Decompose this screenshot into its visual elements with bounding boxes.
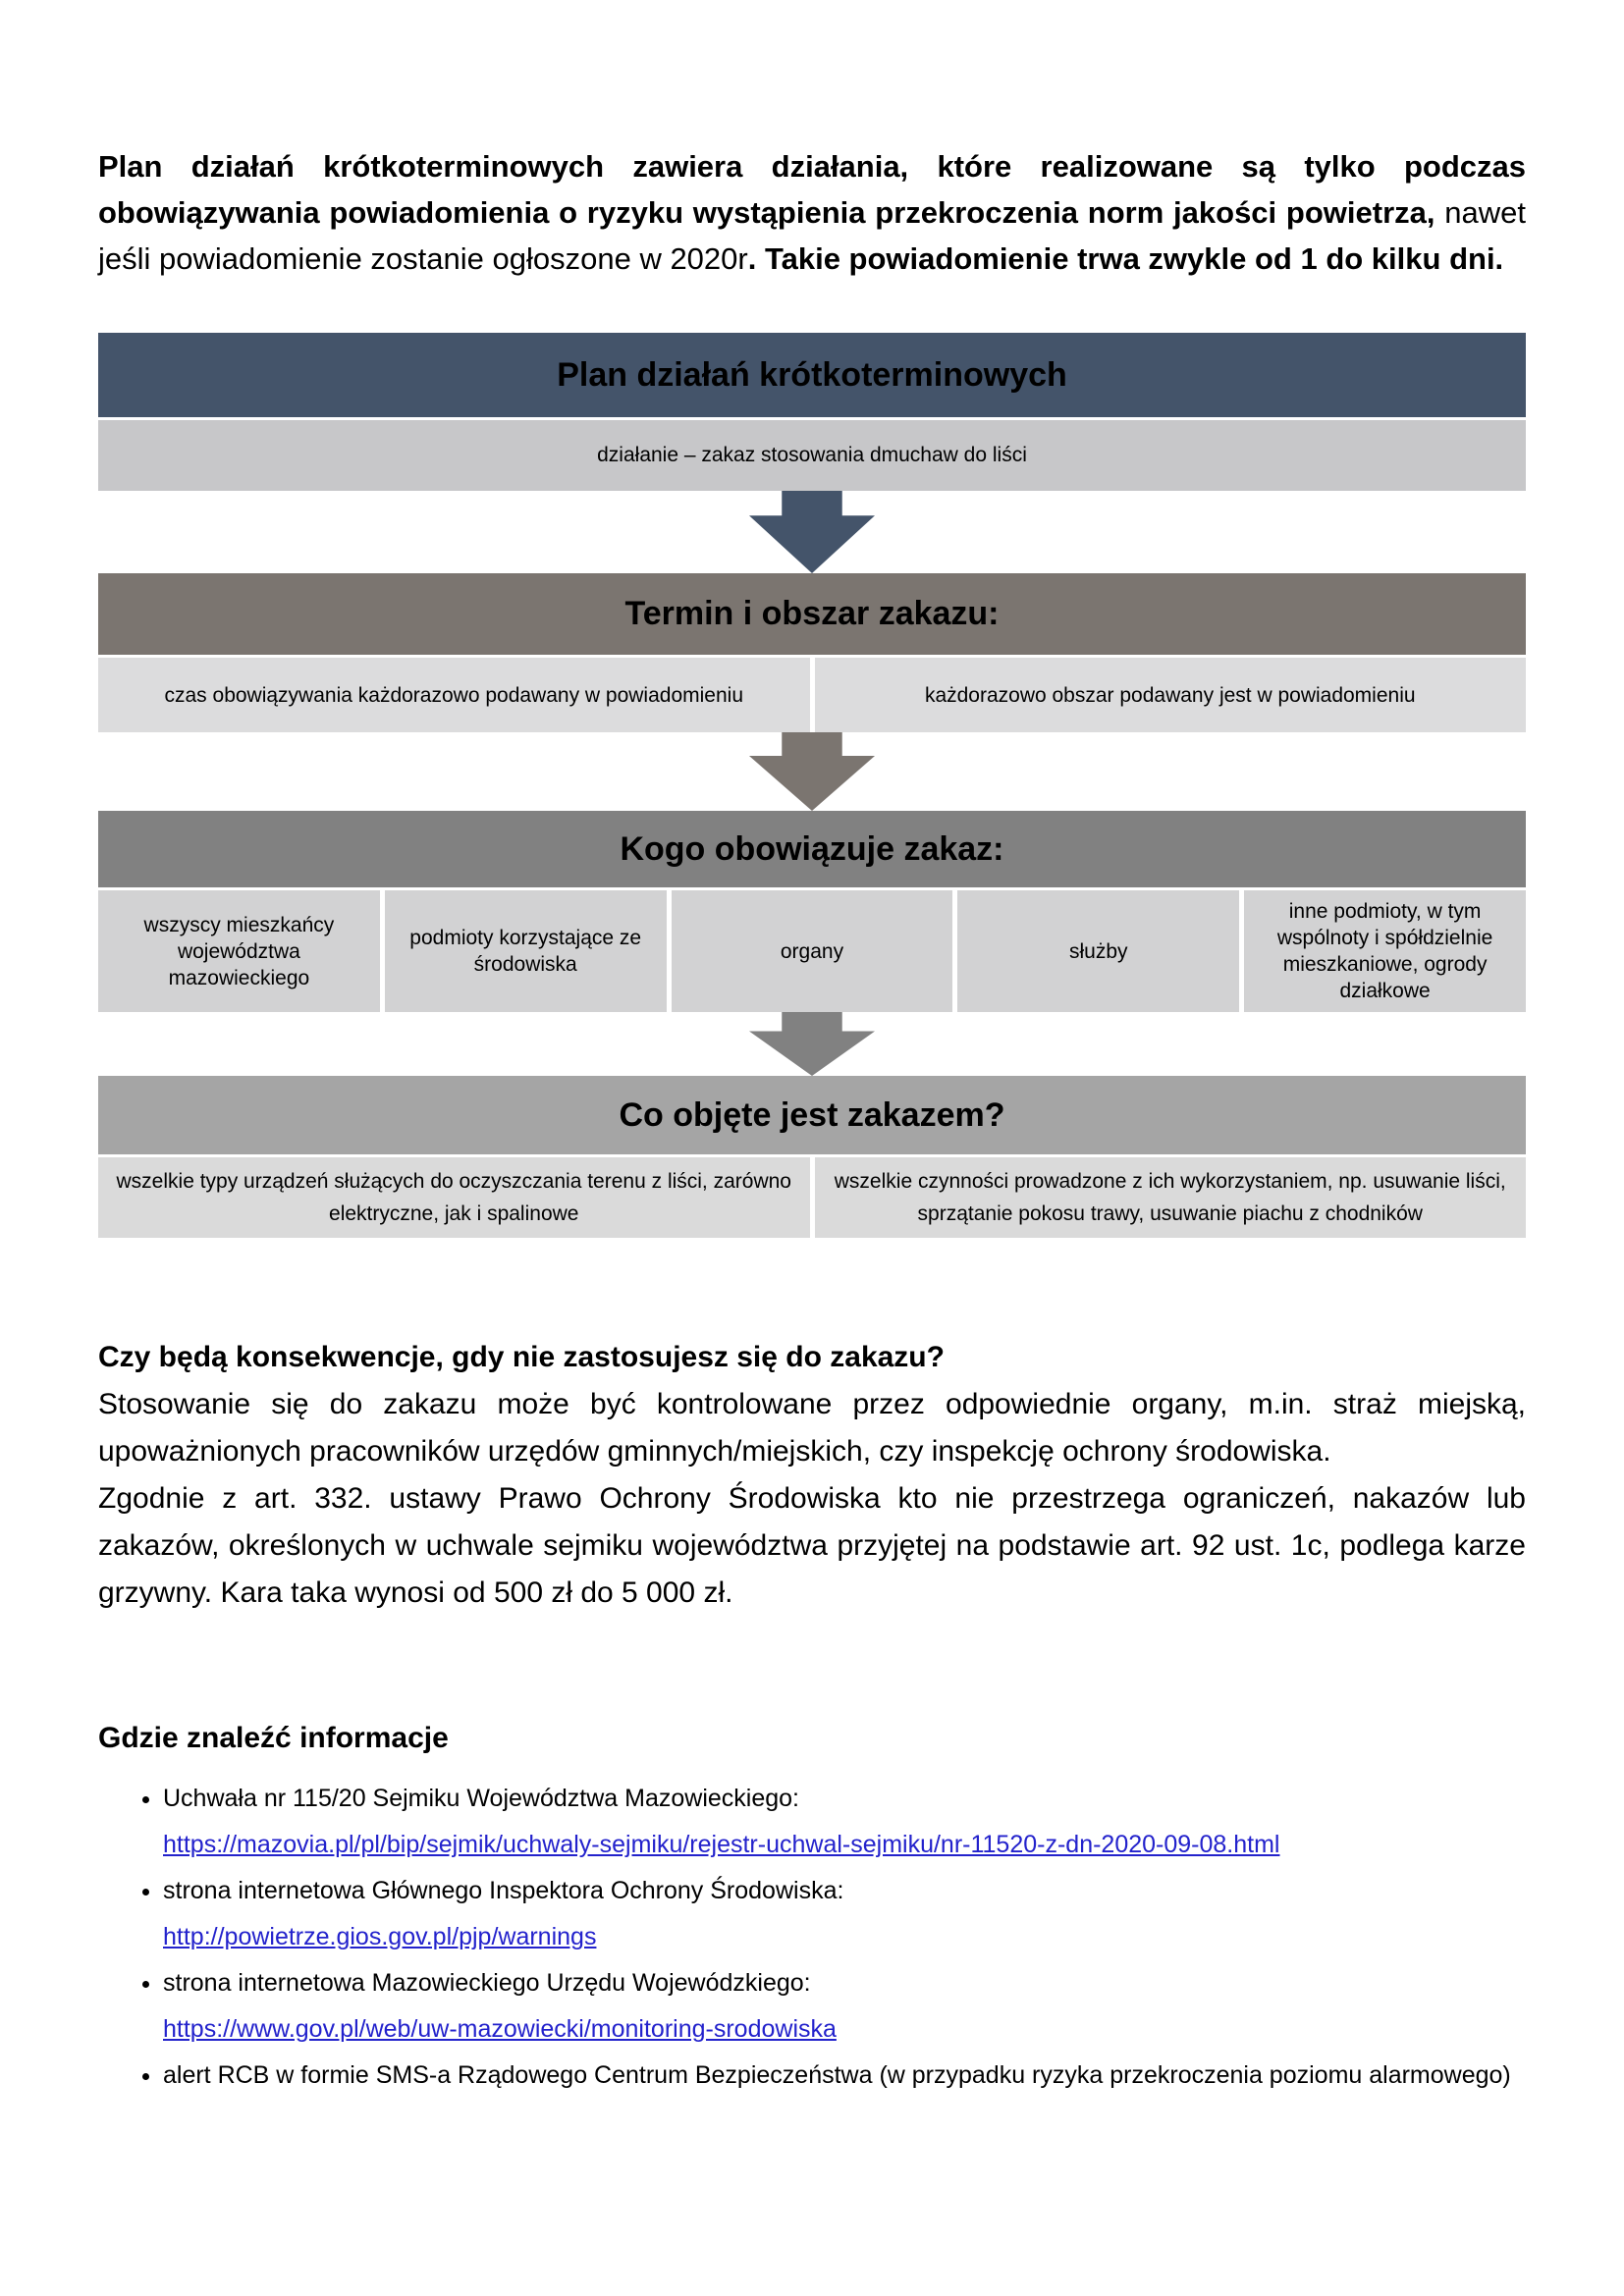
down-arrow-icon <box>749 1012 875 1076</box>
info-list <box>98 1776 1526 2099</box>
diagram-title-bar: Plan działań krótkoterminowych <box>98 333 1526 417</box>
diagram-cells-co <box>98 1157 1526 1238</box>
diagram-section-title-co: Co objęte jest zakazem? <box>98 1076 1526 1154</box>
down-arrow-icon <box>749 732 875 811</box>
consequences-paragraph-1: Stosowanie się do zakazu może być kontrolowane przez odpowiednie organy, m.in. straż miejską, upoważnionych pracowników urzędów gminnych/miejskich, czy inspekcję ochrony środowiska. <box>98 1388 1526 1468</box>
consequences-heading: Czy będą konsekwencje, gdy nie zastosujesz się do zakazu? <box>98 1341 945 1373</box>
info-item-link[interactable]: https://www.gov.pl/web/uw-mazowiecki/monitoring-srodowiska <box>163 2015 837 2043</box>
diagram-action-bar: działanie – zakaz stosowania dmuchaw do liści <box>98 420 1526 491</box>
info-item-text: strona internetowa Głównego Inspektora Ochrony Środowiska: <box>163 1877 844 1904</box>
diagram-cells-kogo <box>98 890 1526 1012</box>
intro-regular-mid: nawet jeśli powiadomienie zostanie ogłoszone w 2020r <box>98 195 1526 276</box>
diagram-cells-termin <box>98 658 1526 732</box>
diagram-cell: służby <box>957 890 1239 1012</box>
info-item-text: alert RCB w formie SMS-a Rządowego Centrum Bezpieczeństwa (w przypadku ryzyka przekroczenia poziomu alarmowego) <box>163 2061 1511 2089</box>
down-arrow-icon <box>749 491 875 573</box>
arrow-zone <box>98 732 1526 811</box>
info-item-text: strona internetowa Mazowieckiego Urzędu Wojewódzkiego: <box>163 1969 811 1997</box>
diagram-cell: wszelkie typy urządzeń służących do oczyszczania terenu z liści, zarówno elektryczne, jak i spalinowe <box>98 1157 810 1238</box>
list-item <box>163 1776 1526 1868</box>
list-item <box>163 1960 1526 2053</box>
consequences-paragraph-2: Zgodnie z art. 332. ustawy Prawo Ochrony Środowiska kto nie przestrzega ograniczeń, nakazów lub zakazów, określonych w uchwale sejmiku województwa przyjętej na podstawie art. 92 ust. 1c, podlega karze grzywny. Kara taka wynosi od 500 zł do 5 000 zł. <box>98 1482 1526 1609</box>
info-item-text: Uchwała nr 115/20 Sejmiku Województwa Mazowieckiego: <box>163 1785 799 1812</box>
diagram-cell: inne podmioty, w tym wspólnoty i spółdzielnie mieszkaniowe, ogrody działkowe <box>1244 890 1526 1012</box>
diagram-cell: organy <box>672 890 953 1012</box>
list-item <box>163 1868 1526 1960</box>
info-heading: Gdzie znaleźć informacje <box>98 1722 449 1754</box>
info-item-link[interactable]: http://powietrze.gios.gov.pl/pjp/warnings <box>163 1923 597 1950</box>
arrow-zone <box>98 1012 1526 1076</box>
intro-bold-tail: . Takie powiadomienie trwa zwykle od 1 do kilku dni. <box>747 241 1504 276</box>
diagram-cell: wszyscy mieszkańcy województwa mazowieckiego <box>98 890 380 1012</box>
short-term-action-plan-diagram <box>98 333 1526 1238</box>
diagram-cell: czas obowiązywania każdorazowo podawany w powiadomieniu <box>98 658 810 732</box>
diagram-section-title-termin: Termin i obszar zakazu: <box>98 573 1526 655</box>
diagram-cell: podmioty korzystające ze środowiska <box>385 890 667 1012</box>
diagram-section-title-kogo: Kogo obowiązuje zakaz: <box>98 811 1526 887</box>
info-item-link[interactable]: https://mazovia.pl/pl/bip/sejmik/uchwaly-sejmiku/rejestr-uchwal-sejmiku/nr-11520-z-dn-2020-09-08.html <box>163 1831 1280 1858</box>
list-item <box>163 2053 1526 2099</box>
intro-bold-lead: Plan działań krótkoterminowych zawiera działania, które realizowane są tylko podczas obowiązywania powiadomienia o ryzyku wystąpienia przekroczenia norm jakości powietrza, <box>98 149 1526 230</box>
arrow-zone <box>98 491 1526 573</box>
intro-paragraph <box>98 143 1526 282</box>
diagram-cell: wszelkie czynności prowadzone z ich wykorzystaniem, np. usuwanie liści, sprzątanie pokosu trawy, usuwanie piachu z chodników <box>815 1157 1527 1238</box>
diagram-cell: każdorazowo obszar podawany jest w powiadomieniu <box>815 658 1527 732</box>
